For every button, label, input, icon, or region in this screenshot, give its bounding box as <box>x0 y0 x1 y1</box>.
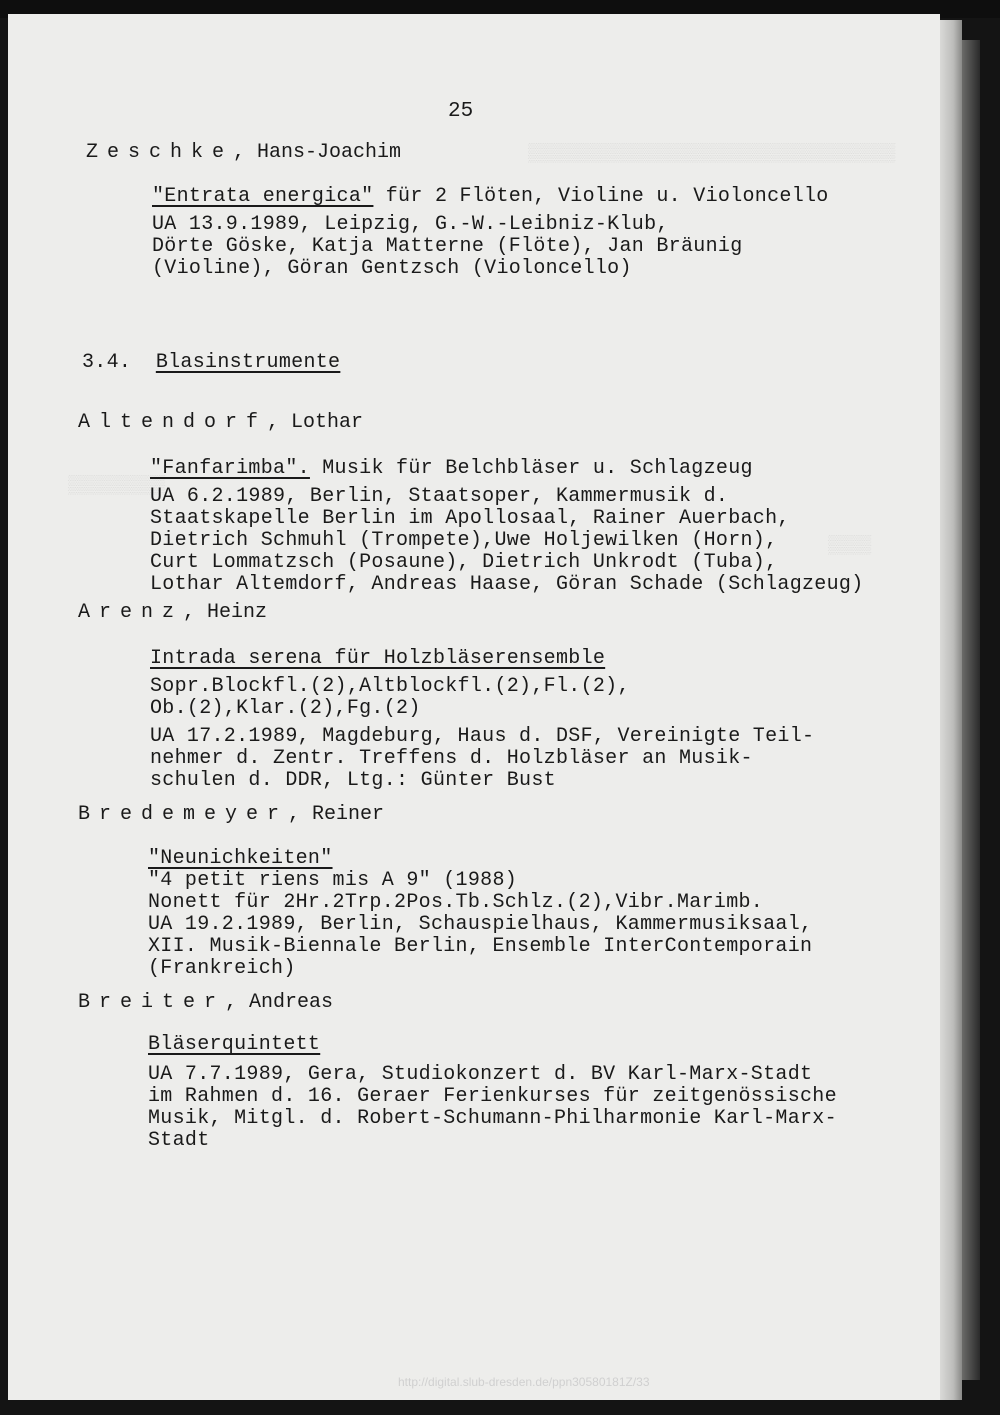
composer-surname: Altendorf <box>78 411 268 434</box>
work-title-line <box>150 458 753 480</box>
work-description: für 2 Flöten, Violine u. Violoncello <box>373 185 829 208</box>
composer-surname: Arenz <box>78 601 184 624</box>
performance-line: UA 19.2.1989, Berlin, Schauspielhaus, Kammermusiksaal, <box>148 913 813 936</box>
instrumentation-line: Sopr.Blockfl.(2),Altblockfl.(2),Fl.(2), <box>150 675 630 698</box>
performance-line: schulen d. DDR, Ltg.: Günter Bust <box>150 769 556 792</box>
bleed-through-texture: ▒▒▒▒▒▒▒▒▒▒▒▒▒▒▒▒▒▒▒▒▒▒▒▒▒▒▒▒▒▒▒▒▒▒ <box>528 144 896 164</box>
composer-heading: Bredemeyer, Reiner <box>78 803 385 826</box>
work-title: Intrada serena für Holzbläserensemble <box>150 647 606 670</box>
performance-info <box>150 486 864 596</box>
performance-line: Staatskapelle Berlin im Apollosaal, Rainer Auerbach, <box>150 507 790 530</box>
page-edge <box>940 20 962 1400</box>
performance-line: Curt Lommatzsch (Posaune), Dietrich Unkrodt (Tuba), <box>150 551 778 574</box>
work-title-line <box>150 648 605 670</box>
performance-line: nehmer d. Zentr. Treffens d. Holzbläser an Musik- <box>150 747 753 770</box>
performance-line: Lothar Altemdorf, Andreas Haase, Göran Schade (Schlagzeug) <box>150 573 864 596</box>
performance-line: UA 13.9.1989, Leipzig, G.-W.-Leibniz-Klub, <box>152 213 669 236</box>
section-heading <box>82 352 340 374</box>
performance-line: (Violine), Göran Gentzsch (Violoncello) <box>152 257 632 280</box>
work-title: "Neunichkeiten" <box>148 847 333 870</box>
performance-info <box>150 726 814 792</box>
work-title-line <box>152 186 829 208</box>
performance-info <box>148 1064 837 1152</box>
performance-line: im Rahmen d. 16. Geraer Ferienkurses für zeitgenössische <box>148 1085 837 1108</box>
composer-surname: Breiter <box>78 991 226 1014</box>
performance-line: Musik, Mitgl. d. Robert-Schumann-Philharmonie Karl-Marx- <box>148 1107 837 1130</box>
page-edge-shadow <box>962 40 980 1380</box>
composer-given-name: Andreas <box>249 991 334 1014</box>
composer-heading: Arenz, Heinz <box>78 601 268 624</box>
composer-heading: Breiter, Andreas <box>78 991 334 1014</box>
document-page <box>8 14 940 1400</box>
instrumentation <box>150 676 630 720</box>
composer-surname: Bredemeyer <box>78 803 289 826</box>
performance-line: Dörte Göske, Katja Matterne (Flöte), Jan Bräunig <box>152 235 743 258</box>
page-number: 25 <box>448 100 474 123</box>
composer-heading: Zeschke, Hans-Joachim <box>86 141 402 164</box>
performance-line: Dietrich Schmuhl (Trompete),Uwe Holjewilken (Horn), <box>150 529 778 552</box>
work-description: Musik für Belchbläser u. Schlagzeug <box>309 457 753 480</box>
performance-line: XII. Musik-Biennale Berlin, Ensemble InterContemporain <box>148 935 813 958</box>
instrumentation-line: Ob.(2),Klar.(2),Fg.(2) <box>150 697 421 720</box>
work-subtitle: "4 petit riens mis A 9" (1988) <box>148 869 518 892</box>
work-title: "Fanfarimba". <box>150 457 310 480</box>
work-title-line <box>148 1034 320 1056</box>
source-url-watermark: http://digital.slub-dresden.de/ppn30580181Z/33 <box>398 1375 650 1389</box>
performance-line: UA 6.2.1989, Berlin, Staatsoper, Kammermusik d. <box>150 485 729 508</box>
work-title: "Entrata energica" <box>152 185 374 208</box>
performance-info <box>152 214 743 280</box>
bleed-through-texture: ▒▒▒▒ <box>828 536 872 556</box>
section-number: 3.4. <box>82 351 132 374</box>
performance-line: (Frankreich) <box>148 957 296 980</box>
work-title-block <box>148 848 763 914</box>
section-title: Blasinstrumente <box>155 351 341 374</box>
work-title: Bläserquintett <box>148 1033 321 1056</box>
composer-given-name: Reiner <box>312 803 385 826</box>
composer-given-name: Hans-Joachim <box>257 141 402 164</box>
instrumentation-line: Nonett für 2Hr.2Trp.2Pos.Tb.Schlz.(2),Vibr.Marimb. <box>148 891 764 914</box>
composer-given-name: Lothar <box>291 411 364 434</box>
performance-line: UA 7.7.1989, Gera, Studiokonzert d. BV Karl-Marx-Stadt <box>148 1063 813 1086</box>
composer-surname: Zeschke <box>86 141 234 164</box>
performance-line: UA 17.2.1989, Magdeburg, Haus d. DSF, Vereinigte Teil- <box>150 725 815 748</box>
bleed-through-texture: ▒▒▒▒▒▒▒▒▒ <box>68 476 166 496</box>
composer-given-name: Heinz <box>207 601 268 624</box>
performance-line: Stadt <box>148 1129 210 1152</box>
performance-info <box>148 914 812 980</box>
composer-heading: Altendorf, Lothar <box>78 411 364 434</box>
